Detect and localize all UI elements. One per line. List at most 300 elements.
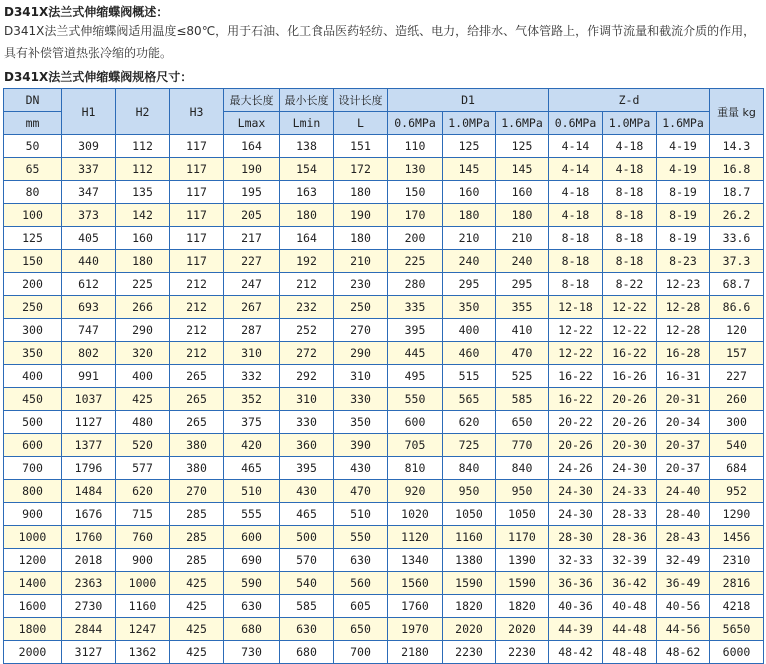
- table-cell: 400: [4, 365, 62, 388]
- table-cell: 160: [496, 181, 549, 204]
- table-cell: 1820: [443, 595, 496, 618]
- table-row: [4, 342, 764, 365]
- table-cell: 280: [388, 273, 443, 296]
- table-cell: 1120: [388, 526, 443, 549]
- table-cell: 8-19: [657, 181, 710, 204]
- table-cell: 12-22: [603, 319, 657, 342]
- table-cell: 180: [280, 204, 334, 227]
- table-cell: 425: [116, 388, 170, 411]
- table-cell: 500: [4, 411, 62, 434]
- table-cell: 495: [388, 365, 443, 388]
- header-design-length: 设计长度: [334, 89, 388, 112]
- table-cell: 8-18: [549, 273, 603, 296]
- table-cell: 730: [224, 641, 280, 664]
- table-cell: 212: [170, 296, 224, 319]
- table-cell: 400: [443, 319, 496, 342]
- table-cell: 337: [62, 158, 116, 181]
- table-cell: 600: [4, 434, 62, 457]
- table-cell: 520: [116, 434, 170, 457]
- table-cell: 380: [170, 457, 224, 480]
- table-cell: 555: [224, 503, 280, 526]
- table-cell: 36-42: [603, 572, 657, 595]
- table-cell: 352: [224, 388, 280, 411]
- table-cell: 210: [443, 227, 496, 250]
- table-cell: 1796: [62, 457, 116, 480]
- table-cell: 515: [443, 365, 496, 388]
- table-cell: 205: [224, 204, 280, 227]
- table-cell: 510: [334, 503, 388, 526]
- table-cell: 1600: [4, 595, 62, 618]
- table-cell: 44-56: [657, 618, 710, 641]
- table-cell: 145: [496, 158, 549, 181]
- table-cell: 212: [170, 273, 224, 296]
- table-row: [4, 319, 764, 342]
- overview-heading: D341X法兰式伸缩蝶阀概述：: [4, 5, 169, 19]
- table-cell: 425: [170, 641, 224, 664]
- table-cell: 4-18: [603, 135, 657, 158]
- table-cell: 760: [116, 526, 170, 549]
- table-body: [4, 135, 764, 664]
- table-cell: 425: [170, 618, 224, 641]
- table-cell: 180: [334, 181, 388, 204]
- table-cell: 430: [280, 480, 334, 503]
- table-cell: 225: [388, 250, 443, 273]
- table-row: [4, 526, 764, 549]
- table-cell: 600: [224, 526, 280, 549]
- table-cell: 335: [388, 296, 443, 319]
- table-cell: 4-19: [657, 135, 710, 158]
- table-row: [4, 296, 764, 319]
- table-cell: 355: [496, 296, 549, 319]
- table-cell: 1760: [62, 526, 116, 549]
- table-cell: 36-36: [549, 572, 603, 595]
- table-cell: 24-33: [603, 480, 657, 503]
- table-cell: 680: [224, 618, 280, 641]
- table-cell: 4-14: [549, 135, 603, 158]
- table-cell: 560: [334, 572, 388, 595]
- table-row: [4, 618, 764, 641]
- table-row: [4, 135, 764, 158]
- table-cell: 620: [443, 411, 496, 434]
- table-row: [4, 273, 764, 296]
- table-cell: 28-33: [603, 503, 657, 526]
- table-cell: 630: [224, 595, 280, 618]
- table-cell: 24-30: [549, 503, 603, 526]
- table-cell: 28-36: [603, 526, 657, 549]
- table-cell: 330: [280, 411, 334, 434]
- table-cell: 117: [170, 227, 224, 250]
- table-cell: 2180: [388, 641, 443, 664]
- table-cell: 192: [280, 250, 334, 273]
- table-cell: 8-23: [657, 250, 710, 273]
- overview-text: D341X法兰式伸缩蝶阀适用温度≤80℃，用于石油、化工食品医药轻纺、造纸、电力，给排水、气体管路上，作调节流量和截流介质的作用，具有补偿管道热张冷缩的功能。: [4, 24, 756, 60]
- table-cell: 4-18: [603, 158, 657, 181]
- spec-heading: D341X法兰式伸缩蝶阀规格尺寸：: [4, 70, 193, 84]
- table-cell: 1800: [4, 618, 62, 641]
- table-cell: 540: [710, 434, 764, 457]
- table-cell: 4218: [710, 595, 764, 618]
- table-cell: 8-18: [549, 250, 603, 273]
- table-cell: 705: [388, 434, 443, 457]
- table-cell: 1760: [388, 595, 443, 618]
- header-zd: Z-d: [549, 89, 710, 112]
- table-cell: 272: [280, 342, 334, 365]
- table-cell: 32-39: [603, 549, 657, 572]
- table-cell: 48-42: [549, 641, 603, 664]
- table-cell: 44-39: [549, 618, 603, 641]
- table-row: [4, 250, 764, 273]
- table-cell: 227: [710, 365, 764, 388]
- table-cell: 240: [443, 250, 496, 273]
- table-cell: 4-18: [549, 204, 603, 227]
- table-cell: 690: [224, 549, 280, 572]
- table-cell: 991: [62, 365, 116, 388]
- table-cell: 309: [62, 135, 116, 158]
- header-d1-06mpa: 0.6MPa: [388, 112, 443, 135]
- table-cell: 5650: [710, 618, 764, 641]
- table-cell: 2816: [710, 572, 764, 595]
- table-cell: 270: [170, 480, 224, 503]
- table-cell: 1050: [443, 503, 496, 526]
- table-cell: 20-26: [603, 388, 657, 411]
- table-cell: 20-31: [657, 388, 710, 411]
- table-cell: 40-36: [549, 595, 603, 618]
- table-cell: 230: [334, 273, 388, 296]
- table-cell: 684: [710, 457, 764, 480]
- table-row: [4, 595, 764, 618]
- table-cell: 1970: [388, 618, 443, 641]
- table-cell: 225: [116, 273, 170, 296]
- table-cell: 295: [443, 273, 496, 296]
- table-cell: 680: [280, 641, 334, 664]
- table-cell: 410: [496, 319, 549, 342]
- table-cell: 802: [62, 342, 116, 365]
- table-cell: 2018: [62, 549, 116, 572]
- table-cell: 250: [4, 296, 62, 319]
- table-cell: 172: [334, 158, 388, 181]
- table-cell: 36-49: [657, 572, 710, 595]
- table-cell: 8-18: [603, 181, 657, 204]
- table-cell: 12-28: [657, 296, 710, 319]
- table-cell: 445: [388, 342, 443, 365]
- table-cell: 1456: [710, 526, 764, 549]
- table-cell: 135: [116, 181, 170, 204]
- table-cell: 840: [443, 457, 496, 480]
- table-cell: 2020: [443, 618, 496, 641]
- table-cell: 460: [443, 342, 496, 365]
- table-cell: 1127: [62, 411, 116, 434]
- table-cell: 1160: [116, 595, 170, 618]
- table-cell: 212: [170, 342, 224, 365]
- table-cell: 395: [388, 319, 443, 342]
- table-cell: 195: [224, 181, 280, 204]
- table-cell: 285: [170, 503, 224, 526]
- table-cell: 900: [4, 503, 62, 526]
- header-d1-10mpa: 1.0MPa: [443, 112, 496, 135]
- header-h1: H1: [62, 89, 116, 135]
- table-cell: 840: [496, 457, 549, 480]
- table-cell: 1390: [496, 549, 549, 572]
- header-dn: DN: [4, 89, 62, 112]
- header-d1-16mpa: 1.6MPa: [496, 112, 549, 135]
- table-cell: 120: [710, 319, 764, 342]
- table-cell: 8-18: [603, 250, 657, 273]
- table-row: [4, 365, 764, 388]
- table-cell: 266: [116, 296, 170, 319]
- table-cell: 565: [443, 388, 496, 411]
- table-cell: 1590: [443, 572, 496, 595]
- table-cell: 210: [334, 250, 388, 273]
- table-row: [4, 480, 764, 503]
- table-cell: 1820: [496, 595, 549, 618]
- table-cell: 227: [224, 250, 280, 273]
- header-lmin: Lmin: [280, 112, 334, 135]
- table-cell: 265: [170, 365, 224, 388]
- table-row: [4, 457, 764, 480]
- table-cell: 310: [334, 365, 388, 388]
- table-cell: 585: [280, 595, 334, 618]
- table-cell: 24-26: [549, 457, 603, 480]
- table-cell: 310: [224, 342, 280, 365]
- table-cell: 725: [443, 434, 496, 457]
- header-h2: H2: [116, 89, 170, 135]
- table-cell: 1020: [388, 503, 443, 526]
- table-cell: 470: [334, 480, 388, 503]
- table-cell: 180: [116, 250, 170, 273]
- table-cell: 585: [496, 388, 549, 411]
- table-cell: 770: [496, 434, 549, 457]
- table-cell: 747: [62, 319, 116, 342]
- table-cell: 400: [116, 365, 170, 388]
- table-cell: 300: [4, 319, 62, 342]
- table-cell: 68.7: [710, 273, 764, 296]
- table-cell: 320: [116, 342, 170, 365]
- table-cell: 145: [443, 158, 496, 181]
- table-cell: 65: [4, 158, 62, 181]
- table-cell: 330: [334, 388, 388, 411]
- table-row: [4, 549, 764, 572]
- table-cell: 2020: [496, 618, 549, 641]
- table-cell: 12-28: [657, 319, 710, 342]
- table-cell: 2310: [710, 549, 764, 572]
- table-cell: 1200: [4, 549, 62, 572]
- table-row: [4, 181, 764, 204]
- table-cell: 20-22: [549, 411, 603, 434]
- header-zd-10mpa: 1.0MPa: [603, 112, 657, 135]
- table-cell: 247: [224, 273, 280, 296]
- table-cell: 48-62: [657, 641, 710, 664]
- table-cell: 390: [334, 434, 388, 457]
- table-cell: 138: [280, 135, 334, 158]
- table-cell: 550: [388, 388, 443, 411]
- table-cell: 18.7: [710, 181, 764, 204]
- table-cell: 332: [224, 365, 280, 388]
- table-cell: 1160: [443, 526, 496, 549]
- table-cell: 612: [62, 273, 116, 296]
- table-cell: 620: [116, 480, 170, 503]
- table-cell: 630: [334, 549, 388, 572]
- table-cell: 210: [496, 227, 549, 250]
- table-cell: 117: [170, 250, 224, 273]
- table-cell: 33.6: [710, 227, 764, 250]
- table-cell: 1362: [116, 641, 170, 664]
- table-cell: 2730: [62, 595, 116, 618]
- table-cell: 285: [170, 549, 224, 572]
- table-cell: 4-19: [657, 158, 710, 181]
- header-min-length: 最小长度: [280, 89, 334, 112]
- table-cell: 180: [334, 227, 388, 250]
- table-row: [4, 158, 764, 181]
- table-row: [4, 227, 764, 250]
- table-cell: 20-37: [657, 457, 710, 480]
- table-cell: 1380: [443, 549, 496, 572]
- table-cell: 26.2: [710, 204, 764, 227]
- table-row: [4, 411, 764, 434]
- table-cell: 142: [116, 204, 170, 227]
- table-cell: 360: [280, 434, 334, 457]
- table-cell: 8-18: [603, 204, 657, 227]
- table-cell: 2844: [62, 618, 116, 641]
- table-cell: 163: [280, 181, 334, 204]
- table-cell: 1037: [62, 388, 116, 411]
- table-cell: 125: [443, 135, 496, 158]
- table-cell: 950: [496, 480, 549, 503]
- table-cell: 12-22: [549, 342, 603, 365]
- table-cell: 190: [224, 158, 280, 181]
- table-cell: 950: [443, 480, 496, 503]
- table-cell: 12-23: [657, 273, 710, 296]
- table-cell: 470: [496, 342, 549, 365]
- table-cell: 37.3: [710, 250, 764, 273]
- table-cell: 112: [116, 158, 170, 181]
- table-cell: 86.6: [710, 296, 764, 319]
- header-zd-16mpa: 1.6MPa: [657, 112, 710, 135]
- table-cell: 180: [443, 204, 496, 227]
- table-cell: 270: [334, 319, 388, 342]
- table-cell: 267: [224, 296, 280, 319]
- table-cell: 164: [280, 227, 334, 250]
- table-cell: 12-22: [549, 319, 603, 342]
- table-cell: 32-49: [657, 549, 710, 572]
- table-cell: 2230: [443, 641, 496, 664]
- header-max-length: 最大长度: [224, 89, 280, 112]
- header-d1: D1: [388, 89, 549, 112]
- table-cell: 100: [4, 204, 62, 227]
- table-cell: 20-37: [657, 434, 710, 457]
- table-cell: 1377: [62, 434, 116, 457]
- header-weight: 重量 kg: [710, 89, 764, 135]
- table-cell: 151: [334, 135, 388, 158]
- table-cell: 465: [280, 503, 334, 526]
- table-cell: 20-26: [603, 411, 657, 434]
- table-cell: 425: [170, 595, 224, 618]
- table-cell: 373: [62, 204, 116, 227]
- table-cell: 16.8: [710, 158, 764, 181]
- table-cell: 1170: [496, 526, 549, 549]
- table-cell: 8-19: [657, 227, 710, 250]
- table-cell: 4-14: [549, 158, 603, 181]
- table-cell: 570: [280, 549, 334, 572]
- table-cell: 48-48: [603, 641, 657, 664]
- table-cell: 2000: [4, 641, 62, 664]
- header-l: L: [334, 112, 388, 135]
- table-cell: 260: [710, 388, 764, 411]
- table-cell: 16-22: [603, 342, 657, 365]
- table-cell: 24-40: [657, 480, 710, 503]
- table-cell: 154: [280, 158, 334, 181]
- table-cell: 16-22: [549, 365, 603, 388]
- table-cell: 693: [62, 296, 116, 319]
- table-row: [4, 503, 764, 526]
- table-cell: 170: [388, 204, 443, 227]
- table-cell: 440: [62, 250, 116, 273]
- table-cell: 290: [116, 319, 170, 342]
- table-cell: 20-30: [603, 434, 657, 457]
- table-cell: 700: [4, 457, 62, 480]
- table-cell: 160: [116, 227, 170, 250]
- table-cell: 200: [388, 227, 443, 250]
- table-cell: 180: [496, 204, 549, 227]
- header-dn-unit: mm: [4, 112, 62, 135]
- table-row: [4, 434, 764, 457]
- table-cell: 24-30: [549, 480, 603, 503]
- table-cell: 28-43: [657, 526, 710, 549]
- table-cell: 265: [170, 388, 224, 411]
- table-cell: 16-22: [549, 388, 603, 411]
- table-cell: 800: [4, 480, 62, 503]
- table-cell: 44-48: [603, 618, 657, 641]
- table-cell: 80: [4, 181, 62, 204]
- table-cell: 117: [170, 135, 224, 158]
- table-cell: 125: [4, 227, 62, 250]
- table-cell: 14.3: [710, 135, 764, 158]
- table-cell: 217: [224, 227, 280, 250]
- table-cell: 510: [224, 480, 280, 503]
- table-cell: 1676: [62, 503, 116, 526]
- table-cell: 630: [280, 618, 334, 641]
- table-cell: 3127: [62, 641, 116, 664]
- table-cell: 350: [4, 342, 62, 365]
- table-cell: 16-26: [603, 365, 657, 388]
- table-cell: 40-56: [657, 595, 710, 618]
- table-cell: 40-48: [603, 595, 657, 618]
- header-lmax: Lmax: [224, 112, 280, 135]
- table-cell: 1590: [496, 572, 549, 595]
- table-cell: 300: [710, 411, 764, 434]
- table-row: [4, 204, 764, 227]
- table-cell: 232: [280, 296, 334, 319]
- table-cell: 577: [116, 457, 170, 480]
- table-cell: 715: [116, 503, 170, 526]
- table-cell: 900: [116, 549, 170, 572]
- table-cell: 1400: [4, 572, 62, 595]
- table-cell: 28-30: [549, 526, 603, 549]
- table-cell: 20-26: [549, 434, 603, 457]
- table-cell: 395: [280, 457, 334, 480]
- table-cell: 465: [224, 457, 280, 480]
- table-cell: 125: [496, 135, 549, 158]
- table-row: [4, 572, 764, 595]
- table-cell: 1484: [62, 480, 116, 503]
- table-cell: 12-18: [549, 296, 603, 319]
- table-cell: 12-22: [603, 296, 657, 319]
- table-cell: 117: [170, 158, 224, 181]
- table-cell: 8-19: [657, 204, 710, 227]
- table-cell: 540: [280, 572, 334, 595]
- table-cell: 265: [170, 411, 224, 434]
- table-cell: 700: [334, 641, 388, 664]
- table-cell: 405: [62, 227, 116, 250]
